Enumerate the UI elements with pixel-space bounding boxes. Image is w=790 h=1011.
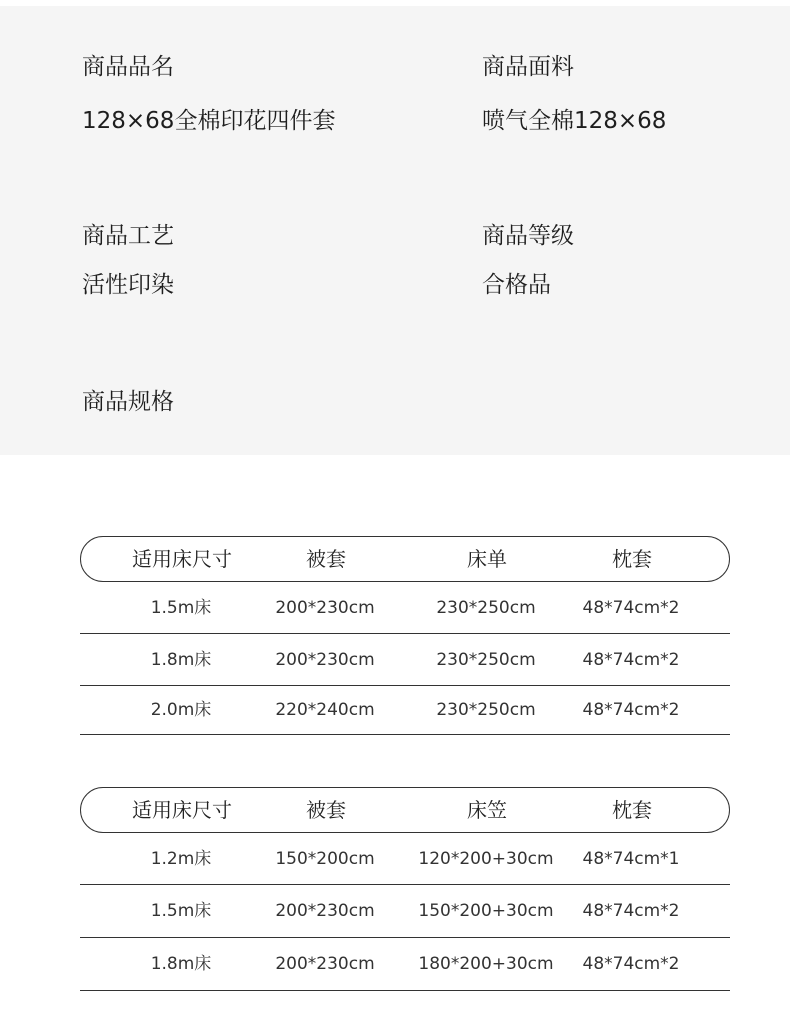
- product-fabric-label: 商品面料: [482, 54, 574, 80]
- table-row: [80, 885, 730, 938]
- product-grade-value: 合格品: [482, 272, 551, 298]
- cell-pillowcase: 48*74cm*2: [582, 901, 680, 921]
- size-table-sheet: [80, 536, 730, 735]
- product-fabric-value: 喷气全棉128×68: [482, 108, 667, 134]
- cell-bed-sheet: 230*250cm: [436, 649, 536, 670]
- header-fitted-sheet: 床笠: [467, 798, 507, 822]
- product-name-value: 128×68全棉印花四件套: [82, 108, 336, 134]
- product-grade-label: 商品等级: [482, 223, 574, 249]
- cell-bed-sheet: 230*250cm: [436, 700, 536, 720]
- cell-duvet-cover: 200*230cm: [275, 597, 375, 618]
- header-duvet-cover: 被套: [306, 798, 346, 822]
- cell-duvet-cover: 200*230cm: [275, 901, 375, 921]
- cell-duvet-cover: 220*240cm: [275, 700, 375, 720]
- cell-duvet-cover: 200*230cm: [275, 649, 375, 670]
- header-bed-size: 适用床尺寸: [132, 798, 232, 822]
- header-bed-size: 适用床尺寸: [132, 547, 232, 571]
- cell-pillowcase: 48*74cm*2: [582, 954, 680, 974]
- table-row: [80, 634, 730, 686]
- cell-pillowcase: 48*74cm*2: [582, 649, 680, 670]
- cell-bed-size: 1.5m床: [150, 597, 212, 618]
- header-bed-sheet: 床单: [467, 547, 507, 571]
- product-name-label: 商品品名: [82, 54, 174, 80]
- product-craft-value: 活性印染: [82, 272, 174, 298]
- table-row: [80, 582, 730, 634]
- product-craft-label: 商品工艺: [82, 223, 174, 249]
- table-header: [80, 787, 730, 833]
- cell-bed-size: 1.2m床: [150, 848, 212, 869]
- cell-duvet-cover: 200*230cm: [275, 954, 375, 974]
- cell-bed-size: 1.8m床: [150, 649, 212, 670]
- table-row: [80, 686, 730, 735]
- cell-fitted-sheet: 180*200+30cm: [418, 954, 554, 974]
- header-duvet-cover: 被套: [306, 547, 346, 571]
- cell-pillowcase: 48*74cm*2: [582, 597, 680, 618]
- product-spec-label: 商品规格: [82, 389, 174, 415]
- cell-pillowcase: 48*74cm*1: [582, 848, 680, 869]
- header-pillowcase: 枕套: [612, 798, 652, 822]
- cell-bed-size: 1.8m床: [150, 954, 212, 974]
- cell-bed-size: 2.0m床: [150, 700, 212, 720]
- cell-fitted-sheet: 150*200+30cm: [418, 901, 554, 921]
- cell-duvet-cover: 150*200cm: [275, 848, 375, 869]
- cell-fitted-sheet: 120*200+30cm: [418, 848, 554, 869]
- size-table-fitted-sheet: [80, 787, 730, 991]
- cell-bed-sheet: 230*250cm: [436, 597, 536, 618]
- header-pillowcase: 枕套: [612, 547, 652, 571]
- cell-bed-size: 1.5m床: [150, 901, 212, 921]
- table-row: [80, 938, 730, 991]
- cell-pillowcase: 48*74cm*2: [582, 700, 680, 720]
- table-header: [80, 536, 730, 582]
- table-row: [80, 833, 730, 885]
